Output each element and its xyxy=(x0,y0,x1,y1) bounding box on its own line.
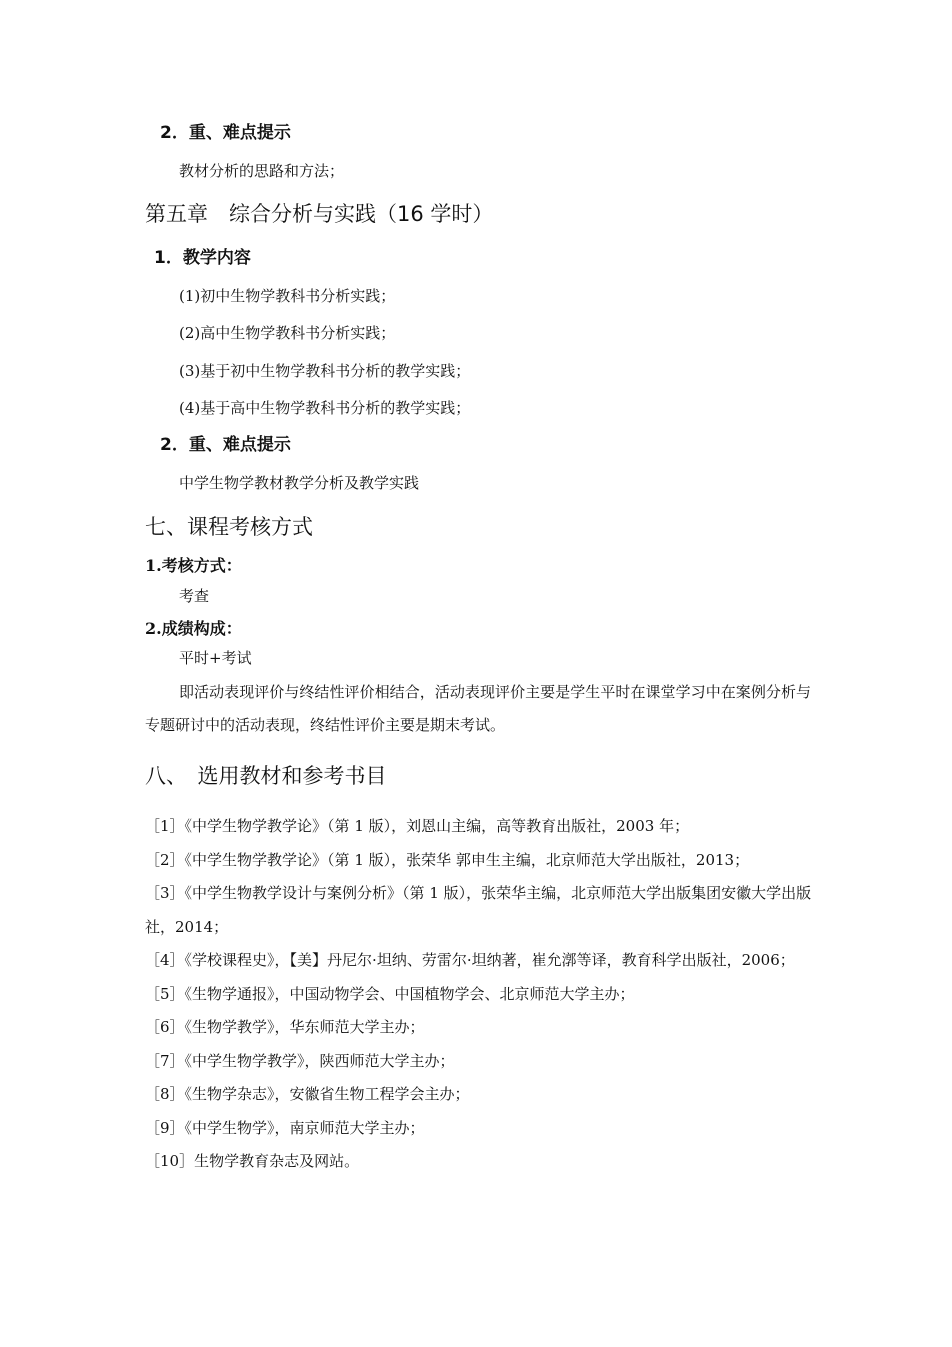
reference-item: ［8］《生物学杂志》，安徽省生物工程学会主办； xyxy=(145,1085,470,1103)
reference-item: ［6］《生物学教学》，华东师范大学主办； xyxy=(145,1018,425,1036)
chapter5-item-1: (1)初中生物学教科书分析实践； xyxy=(179,287,396,305)
grade-composition-value: 平时+考试 xyxy=(179,649,252,667)
grade-composition-heading: 2.成绩构成： xyxy=(145,619,242,638)
chapter5-item-4: (4)基于高中生物学教科书分析的教学实践； xyxy=(179,399,471,417)
chapter5-content-heading: 1．教学内容 xyxy=(154,248,251,268)
chapter5-item-3: (3)基于初中生物学教科书分析的教学实践； xyxy=(179,362,471,380)
reference-item: ［5］《生物学通报》，中国动物学会、中国植物学会、北京师范大学主办； xyxy=(145,984,635,1003)
chapter5-title: 第五章 综合分析与实践（16 学时） xyxy=(145,202,494,226)
section7-title: 七、课程考核方式 xyxy=(145,515,313,539)
reference-item: ［4］《学校课程史》，【美】丹尼尔·坦纳、劳雷尔·坦纳著，崔允漷等译，教育科学出版社，2006； xyxy=(145,951,795,969)
assessment-paragraph: 即活动表现评价与终结性评价相结合，活动表现评价主要是学生平时在课堂学习中在案例分析与专题研讨中的活动表现，终结性评价主要是期末考试。 xyxy=(145,683,811,734)
chapter5-item-2: (2)高中生物学教科书分析实践； xyxy=(179,324,396,342)
reference-item: ［9］《中学生物学》，南京师范大学主办； xyxy=(145,1118,425,1137)
prev-key-points-heading: 2．重、难点提示 xyxy=(160,123,291,143)
reference-list xyxy=(145,810,813,1179)
assessment-method-value: 考查 xyxy=(179,587,210,605)
reference-item: ［7］《中学生物学教学》，陕西师范大学主办； xyxy=(145,1051,455,1070)
reference-item: ［3］《中学生物教学设计与案例分析》（第 1 版），张荣华主编，北京师范大学出版集团安徽大学出版社，2014； xyxy=(145,884,812,936)
prev-key-points-text: 教材分析的思路和方法； xyxy=(179,162,345,180)
assessment-method-heading: 1.考核方式： xyxy=(145,556,242,575)
reference-item: ［2］《中学生物学教学论》（第 1 版），张荣华 郭申生主编，北京师范大学出版社，2013； xyxy=(145,850,750,869)
reference-item: ［1］《中学生物学教学论》（第 1 版），刘恩山主编，高等教育出版社，2003 年； xyxy=(145,817,690,835)
chapter5-key-heading: 2．重、难点提示 xyxy=(160,435,291,455)
reference-item: ［10］生物学教育杂志及网站。 xyxy=(145,1152,360,1170)
section8-title: 八、 选用教材和参考书目 xyxy=(145,764,387,788)
chapter5-key-text: 中学生物学教材教学分析及教学实践 xyxy=(179,474,420,492)
